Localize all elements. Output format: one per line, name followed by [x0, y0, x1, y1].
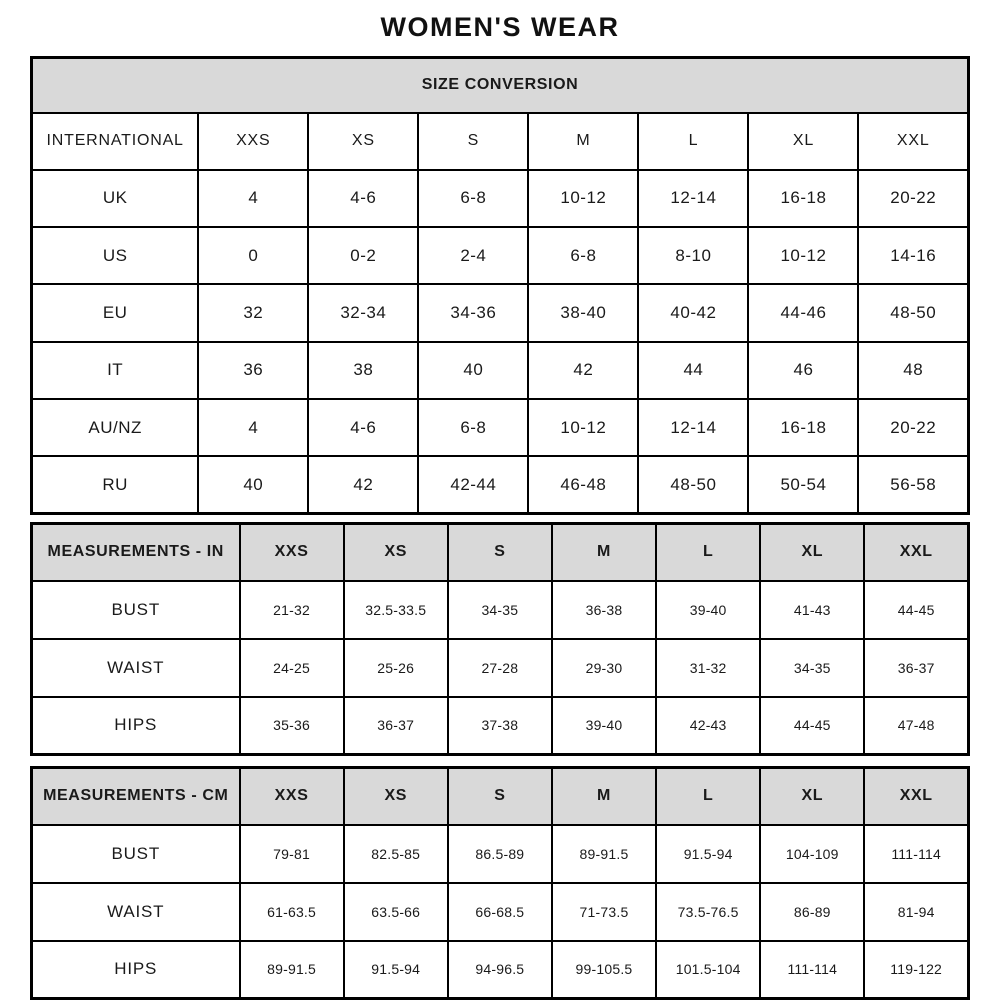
column-header: XS — [308, 113, 418, 170]
table-cell: 37-38 — [448, 697, 552, 755]
table-cell: 48 — [858, 342, 968, 399]
table-cell: 35-36 — [240, 697, 344, 755]
table-row-bust-in — [32, 581, 969, 639]
table-cell: 66-68.5 — [448, 883, 552, 941]
table-cell: 48-50 — [638, 456, 748, 513]
table-cell: 44-45 — [760, 697, 864, 755]
row-label: UK — [32, 170, 199, 227]
table-row-eu — [32, 284, 969, 341]
table-cell: 50-54 — [748, 456, 858, 513]
column-header: INTERNATIONAL — [32, 113, 199, 170]
table-cell: 47-48 — [864, 697, 968, 755]
table-cell: 20-22 — [858, 399, 968, 456]
table-row-waist-cm — [32, 883, 969, 941]
table-cell: 39-40 — [656, 581, 760, 639]
column-header: XXS — [240, 768, 344, 825]
column-header: S — [448, 524, 552, 581]
table-cell: 94-96.5 — [448, 941, 552, 999]
table-cell: 12-14 — [638, 170, 748, 227]
column-header: M — [552, 768, 656, 825]
table-cell: 27-28 — [448, 639, 552, 697]
column-header: M — [552, 524, 656, 581]
measurements-cm-header: MEASUREMENTS - CM — [32, 768, 240, 825]
table-cell: 119-122 — [864, 941, 968, 999]
table-cell: 46-48 — [528, 456, 638, 513]
measurements-in-table — [30, 522, 970, 756]
table-cell: 104-109 — [760, 825, 864, 883]
table-cell: 46 — [748, 342, 858, 399]
table-row-ru — [32, 456, 969, 513]
column-header: L — [638, 113, 748, 170]
table-cell: 20-22 — [858, 170, 968, 227]
table-row-waist-in — [32, 639, 969, 697]
column-header: S — [418, 113, 528, 170]
table-cell: 6-8 — [528, 227, 638, 284]
table-cell: 101.5-104 — [656, 941, 760, 999]
table-row-it — [32, 342, 969, 399]
table-row-bust-cm — [32, 825, 969, 883]
column-header: XXS — [240, 524, 344, 581]
table-cell: 34-35 — [448, 581, 552, 639]
table-cell: 36-37 — [344, 697, 448, 755]
table-cell: 91.5-94 — [344, 941, 448, 999]
measurements-in-header: MEASUREMENTS - IN — [32, 524, 240, 581]
table-cell: 4 — [198, 399, 308, 456]
column-header: XS — [344, 524, 448, 581]
table-cell: 16-18 — [748, 399, 858, 456]
table-cell: 4 — [198, 170, 308, 227]
row-label: WAIST — [32, 639, 240, 697]
table-cell: 36-37 — [864, 639, 968, 697]
table-cell: 21-32 — [240, 581, 344, 639]
table-cell: 71-73.5 — [552, 883, 656, 941]
table-cell: 56-58 — [858, 456, 968, 513]
table-cell: 44 — [638, 342, 748, 399]
column-header-row — [32, 113, 969, 170]
table-cell: 99-105.5 — [552, 941, 656, 999]
table-cell: 81-94 — [864, 883, 968, 941]
row-label: EU — [32, 284, 199, 341]
table-banner-row — [32, 58, 969, 113]
table-cell: 40 — [198, 456, 308, 513]
table-cell: 31-32 — [656, 639, 760, 697]
table-cell: 0 — [198, 227, 308, 284]
table-cell: 10-12 — [528, 399, 638, 456]
table-cell: 4-6 — [308, 170, 418, 227]
page-title: WOMEN'S WEAR — [380, 12, 620, 42]
column-header: L — [656, 524, 760, 581]
table-cell: 6-8 — [418, 170, 528, 227]
table-cell: 34-36 — [418, 284, 528, 341]
table-row-us — [32, 227, 969, 284]
table-cell: 34-35 — [760, 639, 864, 697]
table-row-uk — [32, 170, 969, 227]
table-cell: 91.5-94 — [656, 825, 760, 883]
table-cell: 111-114 — [864, 825, 968, 883]
table-cell: 10-12 — [748, 227, 858, 284]
column-header: XL — [748, 113, 858, 170]
row-label: IT — [32, 342, 199, 399]
table-cell: 10-12 — [528, 170, 638, 227]
column-header: XL — [760, 768, 864, 825]
column-header: L — [656, 768, 760, 825]
table-cell: 38-40 — [528, 284, 638, 341]
table-cell: 8-10 — [638, 227, 748, 284]
row-label: US — [32, 227, 199, 284]
table-cell: 4-6 — [308, 399, 418, 456]
table-cell: 73.5-76.5 — [656, 883, 760, 941]
column-header: XL — [760, 524, 864, 581]
table-cell: 42 — [308, 456, 418, 513]
table-cell: 38 — [308, 342, 418, 399]
row-label: BUST — [32, 825, 240, 883]
row-label: AU/NZ — [32, 399, 199, 456]
column-header: XS — [344, 768, 448, 825]
column-header: XXL — [858, 113, 968, 170]
table-cell: 48-50 — [858, 284, 968, 341]
table-cell: 89-91.5 — [240, 941, 344, 999]
table-cell: 42-43 — [656, 697, 760, 755]
measurements-cm-table — [30, 766, 970, 1000]
table-cell: 89-91.5 — [552, 825, 656, 883]
table-cell: 2-4 — [418, 227, 528, 284]
table-cell: 39-40 — [552, 697, 656, 755]
size-conversion-table — [30, 56, 970, 515]
column-header-row — [32, 524, 969, 581]
table-row-aunz — [32, 399, 969, 456]
table-cell: 29-30 — [552, 639, 656, 697]
column-header: S — [448, 768, 552, 825]
column-header: XXS — [198, 113, 308, 170]
column-header: M — [528, 113, 638, 170]
table-cell: 42 — [528, 342, 638, 399]
table-cell: 12-14 — [638, 399, 748, 456]
table-cell: 24-25 — [240, 639, 344, 697]
row-label: HIPS — [32, 697, 240, 755]
table-cell: 32-34 — [308, 284, 418, 341]
column-header: XXL — [864, 524, 968, 581]
table-cell: 6-8 — [418, 399, 528, 456]
table-cell: 36-38 — [552, 581, 656, 639]
table-cell: 25-26 — [344, 639, 448, 697]
column-header-row — [32, 768, 969, 825]
table-cell: 36 — [198, 342, 308, 399]
row-label: RU — [32, 456, 199, 513]
table-cell: 44-46 — [748, 284, 858, 341]
table-row-hips-cm — [32, 941, 969, 999]
row-label: BUST — [32, 581, 240, 639]
table-cell: 0-2 — [308, 227, 418, 284]
table-cell: 111-114 — [760, 941, 864, 999]
table-cell: 40-42 — [638, 284, 748, 341]
row-label: HIPS — [32, 941, 240, 999]
size-conversion-header: SIZE CONVERSION — [32, 58, 969, 113]
table-cell: 86-89 — [760, 883, 864, 941]
table-cell: 42-44 — [418, 456, 528, 513]
table-cell: 32.5-33.5 — [344, 581, 448, 639]
table-cell: 14-16 — [858, 227, 968, 284]
column-header: XXL — [864, 768, 968, 825]
table-cell: 32 — [198, 284, 308, 341]
table-cell: 63.5-66 — [344, 883, 448, 941]
table-cell: 61-63.5 — [240, 883, 344, 941]
table-cell: 40 — [418, 342, 528, 399]
table-row-hips-in — [32, 697, 969, 755]
row-label: WAIST — [32, 883, 240, 941]
table-cell: 79-81 — [240, 825, 344, 883]
table-cell: 16-18 — [748, 170, 858, 227]
table-cell: 41-43 — [760, 581, 864, 639]
table-cell: 86.5-89 — [448, 825, 552, 883]
table-cell: 44-45 — [864, 581, 968, 639]
table-cell: 82.5-85 — [344, 825, 448, 883]
